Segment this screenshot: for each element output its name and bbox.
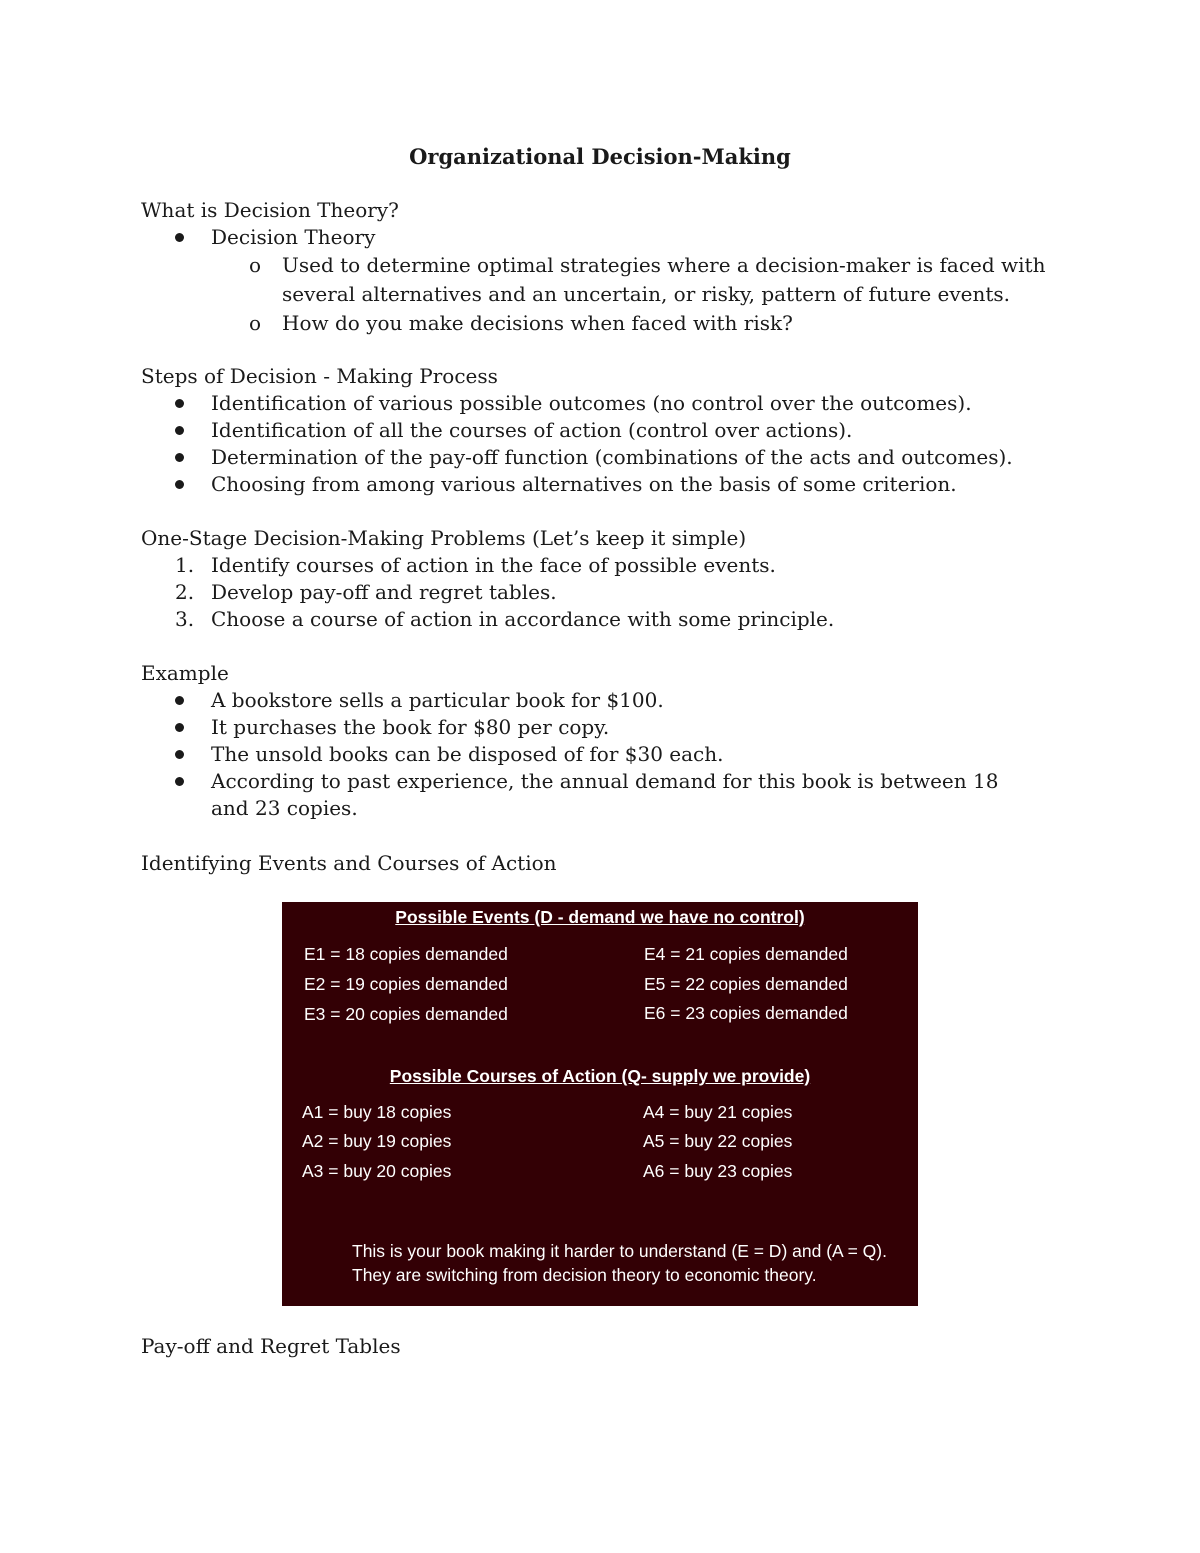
action-item: A4 = buy 21 copies <box>643 1102 793 1122</box>
event-item: E4 = 21 copies demanded <box>644 944 848 964</box>
list-item <box>141 224 1081 251</box>
bullet-list <box>141 224 1081 251</box>
events-heading: Possible Events (D - demand we have no control) <box>395 907 805 927</box>
list-item <box>141 687 1081 714</box>
bullet-list <box>141 390 1081 498</box>
list-item <box>141 579 1081 606</box>
list-item-text: Identification of all the courses of action (control over actions). <box>211 418 853 442</box>
section-heading: What is Decision Theory? <box>141 198 399 222</box>
list-item <box>141 552 1081 579</box>
sub-list-item-text: How do you make decisions when faced with risk? <box>282 311 793 335</box>
sub-bullet-marker: o <box>249 253 262 277</box>
event-item: E1 = 18 copies demanded <box>304 944 508 964</box>
actions-heading: Possible Courses of Action (Q- supply we provide) <box>389 1066 811 1086</box>
bullet-icon <box>175 399 184 408</box>
bullet-icon <box>175 723 184 732</box>
list-item <box>141 417 1081 444</box>
event-item: E2 = 19 copies demanded <box>304 974 508 994</box>
bullet-list <box>141 687 1081 822</box>
page-title: Organizational Decision-Making <box>409 144 791 169</box>
numbered-list <box>141 552 1081 633</box>
bullet-icon <box>175 480 184 489</box>
section-steps <box>141 363 1081 498</box>
event-item: E5 = 22 copies demanded <box>644 974 848 994</box>
slide-note-line: This is your book making it harder to understand (E = D) and (A = Q). <box>352 1241 887 1261</box>
section-example <box>141 660 1081 822</box>
list-item-text: The unsold books can be disposed of for $30 each. <box>211 742 724 766</box>
section-heading: Example <box>141 661 229 685</box>
list-number: 3. <box>175 607 195 631</box>
section-heading: Steps of Decision - Making Process <box>141 364 498 388</box>
list-item-text: Identification of various possible outcomes (no control over the outcomes). <box>211 391 972 415</box>
section-decision-theory <box>141 197 1081 338</box>
section-heading: Identifying Events and Courses of Action <box>141 851 557 875</box>
list-item-text: Develop pay-off and regret tables. <box>211 580 557 604</box>
list-number: 1. <box>175 553 195 577</box>
list-item-text: Identify courses of action in the face of possible events. <box>211 553 776 577</box>
bullet-icon <box>175 426 184 435</box>
list-item <box>141 606 1081 633</box>
bullet-icon <box>175 233 184 242</box>
list-item-text: It purchases the book for $80 per copy. <box>211 715 610 739</box>
section-identifying <box>141 850 1081 877</box>
list-item <box>141 471 1081 498</box>
sub-list-item <box>141 251 1081 309</box>
action-item: A1 = buy 18 copies <box>302 1102 452 1122</box>
list-item-text: Determination of the pay-off function (combinations of the acts and outcomes). <box>211 445 1013 469</box>
bullet-icon <box>175 696 184 705</box>
list-item <box>141 714 1081 741</box>
sub-list-item <box>141 309 1081 338</box>
slide-note-line: They are switching from decision theory to economic theory. <box>352 1265 817 1285</box>
event-item: E6 = 23 copies demanded <box>644 1003 848 1023</box>
list-item-text: Choose a course of action in accordance with some principle. <box>211 607 835 631</box>
action-item: A5 = buy 22 copies <box>643 1131 793 1151</box>
list-item-text: A bookstore sells a particular book for $100. <box>211 688 664 712</box>
list-item-text: According to past experience, the annual demand for this book is between 18 and 23 copies. <box>211 769 999 820</box>
bullet-icon <box>175 750 184 759</box>
section-heading: Pay-off and Regret Tables <box>141 1334 401 1358</box>
sub-bullet-marker: o <box>249 311 262 335</box>
list-item-text: Choosing from among various alternatives on the basis of some criterion. <box>211 472 957 496</box>
list-item <box>141 768 1081 822</box>
action-item: A2 = buy 19 copies <box>302 1131 452 1151</box>
events-actions-slide <box>282 902 918 1306</box>
list-item <box>141 444 1081 471</box>
bullet-icon <box>175 777 184 786</box>
list-item <box>141 741 1081 768</box>
section-heading: One-Stage Decision-Making Problems (Let’s keep it simple) <box>141 526 747 550</box>
list-item-text: Decision Theory <box>211 225 376 249</box>
section-one-stage <box>141 525 1081 633</box>
bullet-icon <box>175 453 184 462</box>
list-number: 2. <box>175 580 195 604</box>
event-item: E3 = 20 copies demanded <box>304 1004 508 1024</box>
list-item <box>141 390 1081 417</box>
section-payoff <box>141 1333 1081 1360</box>
action-item: A6 = buy 23 copies <box>643 1161 793 1181</box>
action-item: A3 = buy 20 copies <box>302 1161 452 1181</box>
sub-list-item-text: Used to determine optimal strategies where a decision-maker is faced with several alternatives and an uncertain, or risky, pattern of future events. <box>282 253 1046 306</box>
